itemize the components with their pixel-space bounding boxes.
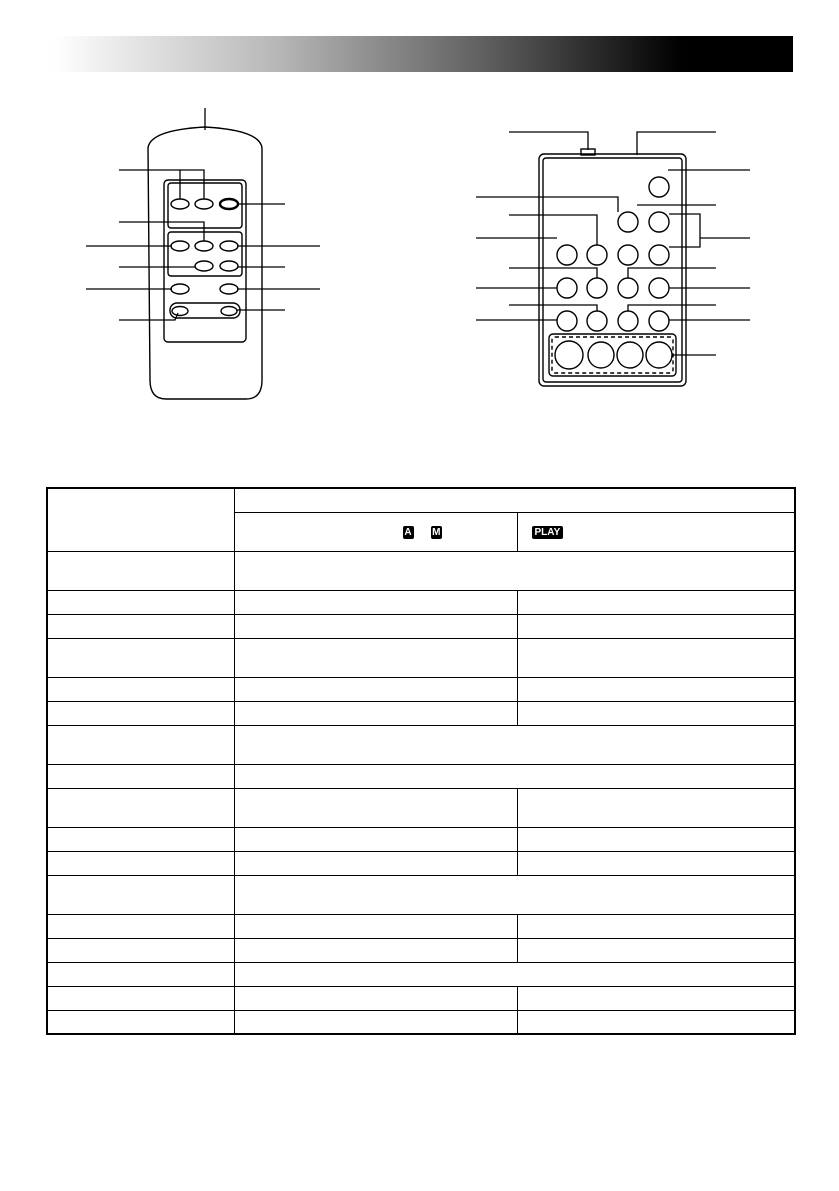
table-row bbox=[47, 788, 795, 827]
mode-play-icon: PLAY bbox=[532, 526, 564, 539]
right-remote bbox=[476, 132, 750, 386]
table-header-row-1 bbox=[47, 488, 795, 512]
table-row bbox=[47, 875, 795, 914]
table-header-record-mode bbox=[234, 512, 517, 551]
right-remote-body bbox=[539, 154, 686, 386]
remote-control-diagram bbox=[0, 0, 839, 470]
table-row bbox=[47, 851, 795, 875]
table-row bbox=[47, 1010, 795, 1034]
function-table bbox=[46, 487, 796, 1035]
table-row bbox=[47, 725, 795, 764]
table-row bbox=[47, 764, 795, 788]
left-remote-body bbox=[148, 127, 262, 399]
table-header-function-cell bbox=[234, 488, 795, 512]
table-row bbox=[47, 962, 795, 986]
mode-m-icon: M bbox=[432, 527, 441, 538]
table-row bbox=[47, 677, 795, 701]
table-row bbox=[47, 914, 795, 938]
table-row bbox=[47, 827, 795, 851]
table-row bbox=[47, 590, 795, 614]
table-row bbox=[47, 614, 795, 638]
table-header-play-mode bbox=[517, 512, 795, 551]
table-row bbox=[47, 986, 795, 1010]
left-remote bbox=[86, 108, 320, 399]
table-row bbox=[47, 938, 795, 962]
table-row bbox=[47, 551, 795, 590]
mode-a-icon: A bbox=[404, 527, 412, 538]
table-header-button-cell bbox=[47, 488, 234, 551]
table-row bbox=[47, 701, 795, 725]
table-row bbox=[47, 638, 795, 677]
